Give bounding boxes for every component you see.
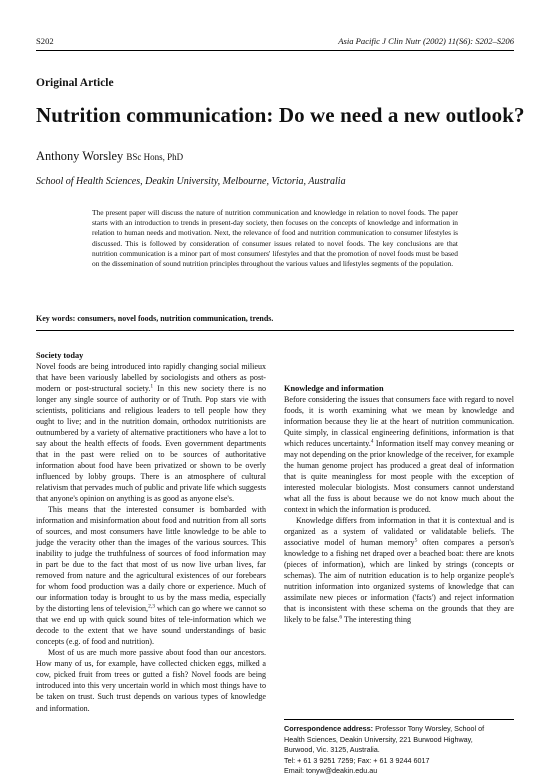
correspondence-box: Correspondence address: Professor Tony Worsley, School of Health Sciences, Deakin University, 221 Burwood Highway, Burwood, Vic. 3125, Australia. Tel: + 61 3 9251 7259; Fax: + 61 3 9244 6017 Email: tonyw@deakin.edu.au <box>284 719 514 777</box>
paragraph: Novel foods are being introduced into rapidly changing social milieux that have been variously labelled by sociologists and others as post-modern or post-structural society.$^1$ In this new society there is no longer any single source of authority or of Truth. Pop stars vie with scientists, politicians and religious leaders to tell people how they ought to live; and in the nutrition domain, orthodox nutritionists are outnumbered by a variety of alternative practitioners who have a lot to say about the health effects of foods. Even government departments that in the past were relied on to be sources of authoritative information about food have been privatized or shown to be overly influenced by lobby groups. There is an atmosphere of cultural relativism that pervades much of public and private life which suggests that anyone's opinion on anything is as good as anyone else's. <box>36 362 266 504</box>
keywords-rule <box>36 330 514 331</box>
correspondence-label: Correspondence address: <box>284 724 374 733</box>
citation-ref: 1 <box>150 383 154 390</box>
citation-ref: 2,3 <box>148 603 155 610</box>
citation-ref: 4 <box>370 438 374 445</box>
section-heading: Knowledge and information <box>284 384 384 393</box>
keywords: consumers, novel foods, nutrition communication, trends. <box>77 314 274 323</box>
paragraph: Most of us are much more passive about food than our ancestors. How many of us, for example, have collected chicken eggs, milked a cow, picked fruit from trees or gutted a fish? Novel foods are being introduced into this very uncertain world in which most things have to be taken on trust. Such trust depends on various types of knowledge and information. <box>36 648 266 713</box>
article-type: Original Article <box>36 77 114 89</box>
author-line <box>36 149 183 164</box>
header-rule <box>36 50 514 51</box>
abstract: The present paper will discuss the nature of nutrition communication and knowledge in relation to novel foods. The paper starts with an introduction to trends in present-day society, then focuses on the concepts of knowledge and information in relation to human needs and motivation. Next, the relevance of food and nutrition communication to consumer lifestyles is discussed. This is followed by consideration of consumer issues related to novel foods. The key conclusions are that nutrition communication is a minor part of most consumers' lifestyles and that the promotion of novel foods must be based on the dissemination of sound nutrition principles throughout the various values and lifestyles segments of the population. <box>92 208 458 269</box>
citation-ref: 6 <box>339 614 343 621</box>
author-name: Anthony Worsley <box>36 149 124 163</box>
paragraph: Before considering the issues that consumers face with regard to novel foods, it is worth examining what we mean by knowledge and information because they lie at the heart of nutrition communication. Quite simply, in classical engineering definitions, information is that which reduces uncertainty.$^4$ Information itself may convey meaning or may not depending on the prior knowledge of the receiver, for example the human genome project has produced a great deal of information that is quite meaningless for most people with the exception of interested molecular biologists. Most consumers cannot understand what all the fuss is about because we do not know much about the context in which the information is produced. <box>284 395 514 515</box>
keywords-label: Key words: <box>36 314 76 323</box>
paragraph: Knowledge differs from information in that it is contextual and is organized as a system of validated or validatable beliefs. The associative model of human memory$^5$ often compares a person's knowledge to a fishing net draped over a beached boat: there are knots (pieces of information), which are linked by strings (concepts or schemas). The aim of nutrition education is to help organize people's nutrition information into organized systems of knowledge that can assimilate new pieces or information ('facts') and reject information that is inconsistent with these schema on the grounds that they are likely to be false.$^6$ The interesting thing <box>284 516 514 625</box>
body-column-left <box>36 350 266 714</box>
email-address: Email: tonyw@deakin.edu.au <box>284 766 378 775</box>
body-column-right <box>284 350 514 625</box>
journal-citation: Asia Pacific J Clin Nutr (2002) 11(S6): S202–S206 <box>338 36 514 46</box>
section-heading: Society today <box>36 351 84 360</box>
paragraph: This means that the interested consumer is bombarded with information and misinformation about food and nutrition from all sorts of sources, and most consumers have little knowledge to be able to judge the veracity other than the images of the various sources. This inability to judge the truthfulness of sources of food information may in part be due to the fact that most of us now live urban lives, far removed from nature and the agricultural existences of our forebears for whom food production was a daily chore or experience. Much of our information today is brought to us by the mass media, especially by the distorting lens of television,$^{2,3}$ which can go where we cannot so that we end up with quick sound bites of tele-information which we decode to the extent that we have sound understandings of basic concepts (e.g. of food and nutrition). <box>36 505 267 647</box>
author-degree: BSc Hons, PhD <box>126 152 184 162</box>
keywords-line <box>36 314 273 323</box>
article-title: Nutrition communication: Do we need a new outlook? <box>36 103 525 127</box>
page-number: S202 <box>36 36 54 46</box>
author-affiliation: School of Health Sciences, Deakin University, Melbourne, Victoria, Australia <box>36 176 346 187</box>
citation-ref: 5 <box>414 537 418 544</box>
